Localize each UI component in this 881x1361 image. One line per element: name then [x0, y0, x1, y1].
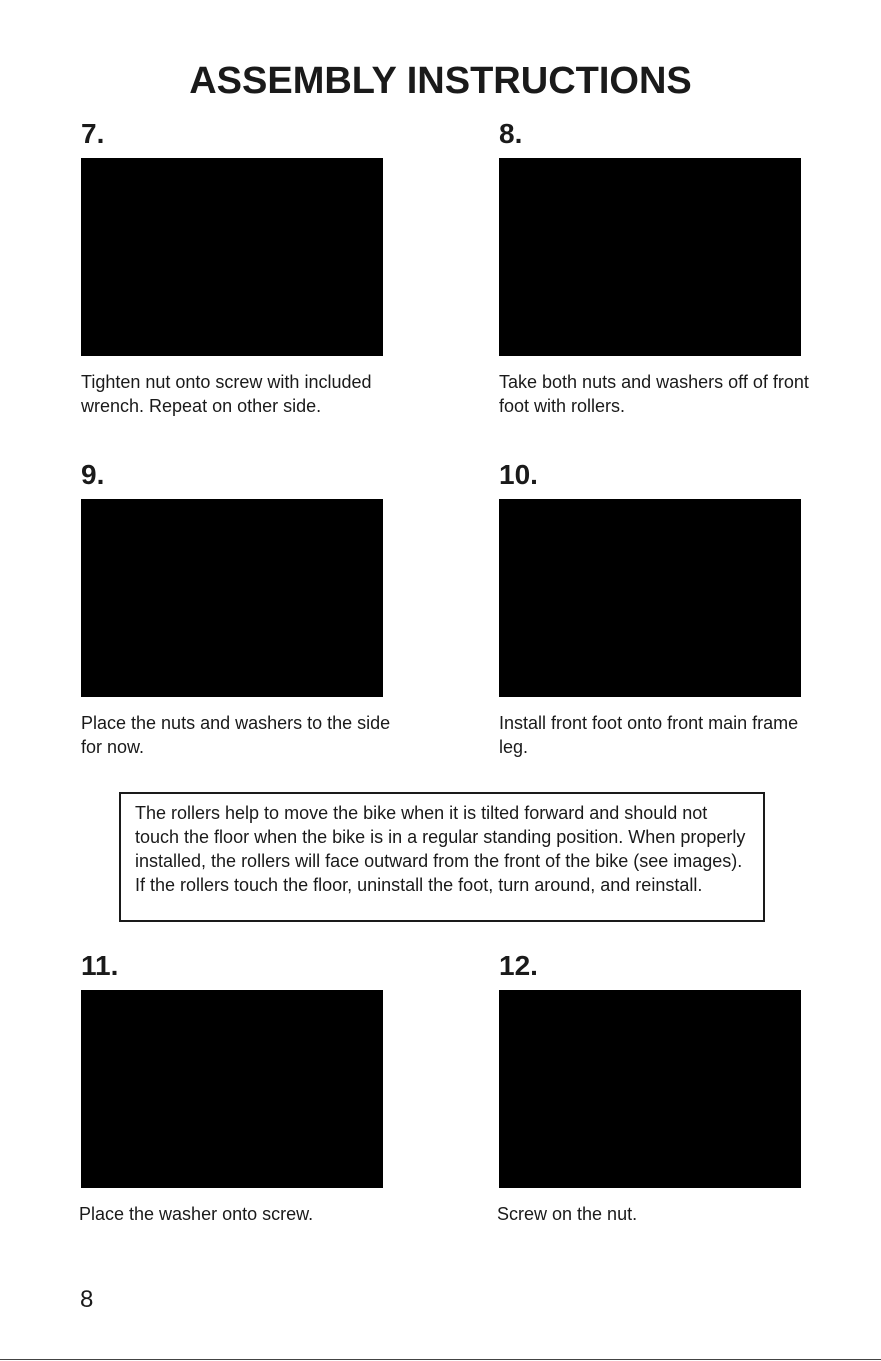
step-caption: Place the washer onto screw.	[79, 1204, 314, 1224]
bottom-divider	[0, 1359, 881, 1360]
step-number: 9.	[81, 459, 105, 490]
step-caption: Place the nuts and washers to the side for now.	[81, 713, 391, 757]
step-caption: Take both nuts and washers off of front foot with rollers.	[499, 372, 809, 416]
step-caption: Install front foot onto front main frame leg.	[499, 713, 799, 757]
step-7	[81, 116, 383, 418]
step-9	[81, 457, 391, 759]
step-8	[499, 116, 809, 418]
roller-note-box: The rollers help to move the bike when it is tilted forward and should not touch the floor when the bike is in a regular standing position. When properly installed, the rollers will face outward from the front of the bike (see images). If the rollers touch the floor, uninstall the foot, turn around, and reinstall.	[119, 792, 765, 922]
page-number: 8	[80, 1286, 94, 1313]
step-photo	[81, 158, 383, 356]
step-number: 8.	[499, 118, 523, 149]
step-caption: Tighten nut onto screw with included wrench. Repeat on other side.	[81, 372, 372, 416]
step-photo	[499, 158, 801, 356]
step-number: 11.	[81, 950, 119, 981]
step-photo	[81, 990, 383, 1188]
step-caption: Screw on the nut.	[497, 1204, 638, 1224]
step-number: 12.	[499, 950, 538, 981]
step-photo	[499, 499, 801, 697]
step-photo	[499, 990, 801, 1188]
step-number: 10.	[499, 459, 538, 490]
step-12	[499, 948, 801, 1226]
step-11	[81, 948, 383, 1226]
step-photo	[81, 499, 383, 697]
step-10	[499, 457, 801, 759]
step-number: 7.	[81, 118, 105, 149]
page-title: ASSEMBLY INSTRUCTIONS	[189, 60, 692, 102]
